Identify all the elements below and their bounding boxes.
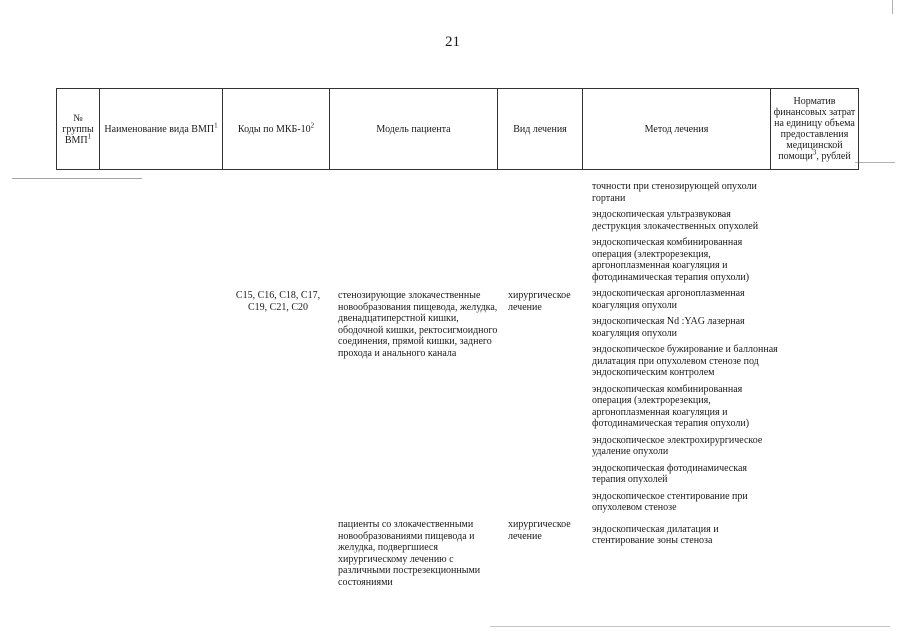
scan-artifact-line [12,178,142,179]
treatment-type-cell: хирургическое лечение [508,519,571,542]
treatment-type-cell: хирургическое лечение [508,290,571,313]
method-item: эндоскопическая фотодинамическая терапия опухолей [592,462,747,485]
scan-artifact-line [490,626,890,627]
table-header [56,88,859,170]
header-vmp-name: Наименование вида ВМП$^1$ [100,89,223,170]
icd-codes-cell: C15, C16, C18, C17, C19, C21, C20 [235,290,321,313]
header-icd-codes: Коды по МКБ-$10^2$ [223,89,330,170]
method-item: эндоскопическое бужирование и баллонная дилатация при опухолевом стенозе под эндоскопическим контролем [592,344,778,378]
scan-artifact-line [892,0,893,14]
header-patient-model: Модель пациента [330,89,498,170]
method-item: эндоскопическая Nd :YAG лазерная коагуляция опухоли [592,316,745,339]
treatment-methods-list [592,181,778,552]
method-item: эндоскопическая комбинированная операция (электрорезекция, аргоноплазменная коагуляция и фотодинамическая терапия опухоли) [592,383,750,429]
patient-model-cell: пациенты со злокачественными новообразованиями пищевода и желудка, подвергшиеся хирургическому лечению с различными пострезекционными состояниями [338,519,481,588]
method-item: эндоскопическая дилатация и стентирование зоны стеноза [592,523,719,546]
patient-model-cell: стенозирующие злокачественные новообразования пищевода, желудка, двенадцатиперстной кишки, ободочной кишки, ректосигмоидного соединения, прямой кишки, заднего прохода и анального канала [338,290,498,359]
method-item: эндоскопическая комбинированная операция (электрорезекция, аргоноплазменная коагуляция и фотодинамическая терапия опухоли) [592,237,750,283]
method-item: эндоскопическое электрохирургическое удаление опухоли [592,434,763,457]
page-number: 21 [445,34,460,50]
method-item: эндоскопическая ультразвуковая деструкция злокачественных опухолей [592,209,759,232]
method-item: эндоскопическая аргоноплазменная коагуляция опухоли [592,288,745,311]
header-treatment-method: Метод лечения [583,89,771,170]
header-cost-norm: Норматив финансовых затрат на единицу объема предоставления медицинской помощи$^3$, рублей [771,89,859,170]
header-group-number: № группы ВМП$^1$ [57,89,100,170]
method-item: эндоскопическое стентирование при опухолевом стенозе [592,490,748,513]
scan-artifact-line [855,162,895,163]
header-treatment-type: Вид лечения [498,89,583,170]
method-item: точности при стенозирующей опухоли гортани [592,181,757,204]
